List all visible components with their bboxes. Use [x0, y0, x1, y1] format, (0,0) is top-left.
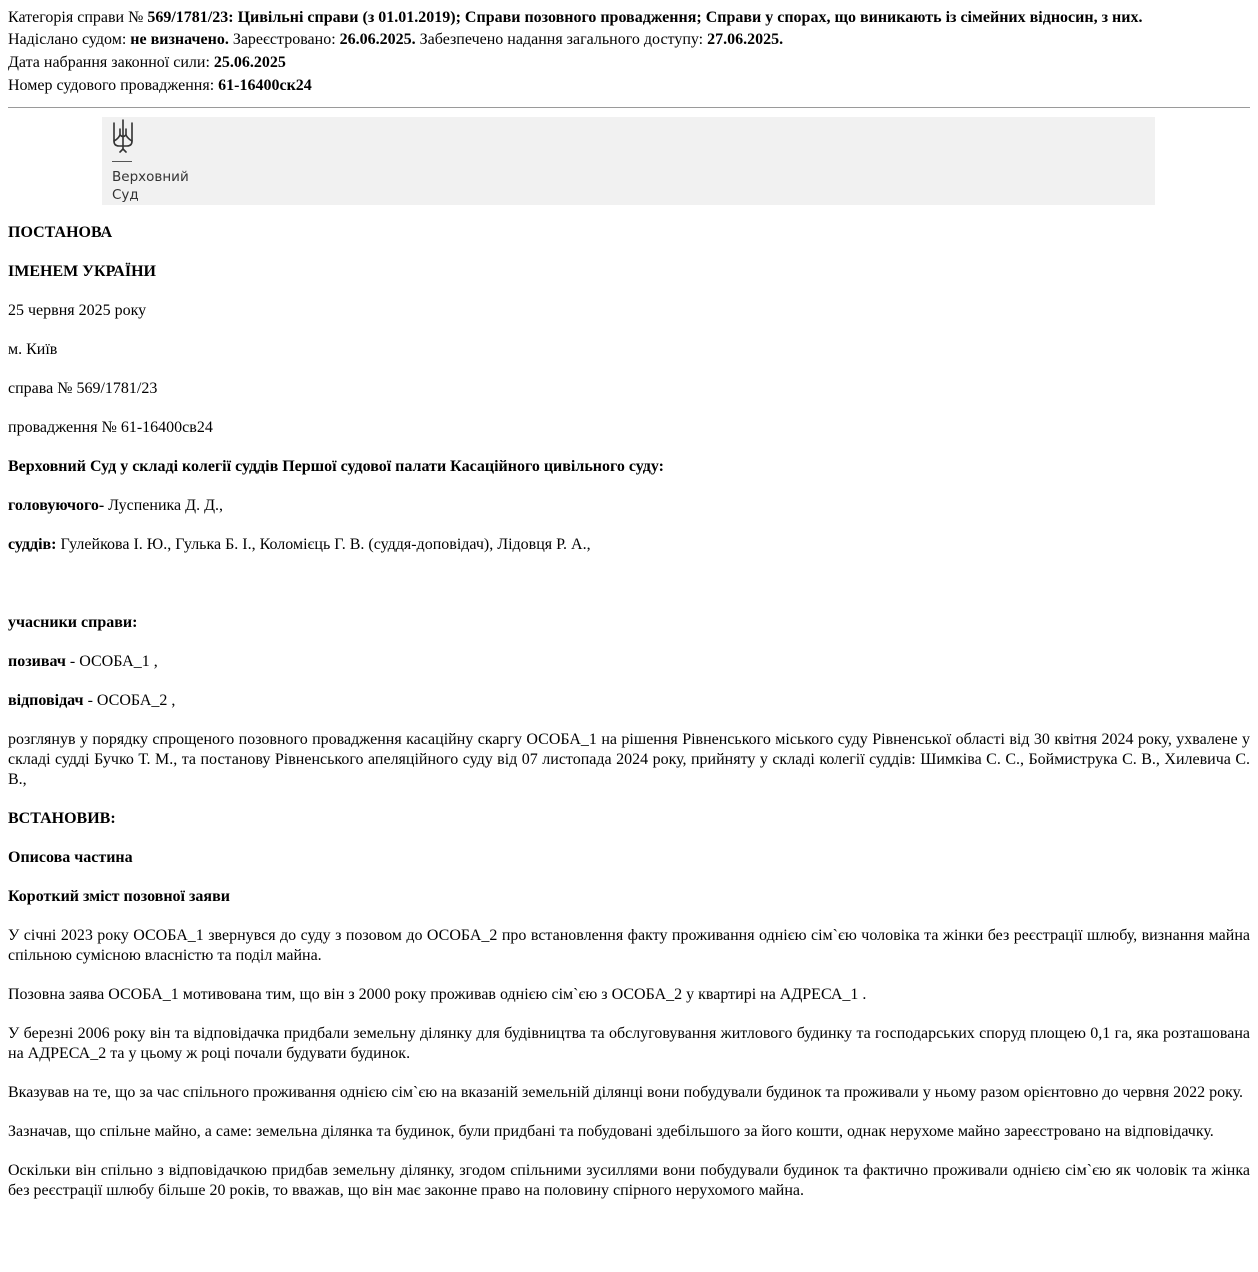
access-label: Забезпечено надання загального доступу:: [415, 31, 708, 48]
registered-label: Зареєстровано:: [228, 31, 340, 48]
paragraph-5: Зазначав, що спільне майно, а саме: земельна ділянка та будинок, були придбані та побудовані здебільшого за його кошти, однак нерухоме майно зареєстровано на відповідачку.: [8, 1123, 1214, 1140]
effective-date: [8, 51, 1250, 74]
effective-value: 25.06.2025: [213, 54, 286, 71]
case-category: [8, 8, 1250, 28]
judges-list: суддів: Гулейкова І. Ю., Гулька Б. І., Коломієць Г. В. (суддя-доповідач), Лідовця Р. А.,: [8, 536, 591, 553]
proceeding-number: [8, 74, 1250, 97]
sent-label: Надіслано судом:: [8, 31, 131, 48]
sent-value: не визначено.: [130, 31, 229, 48]
logo-separator: [112, 161, 132, 162]
proceeding-label: Номер судового провадження:: [8, 77, 219, 94]
court-logo-banner: [102, 117, 1155, 205]
decision-date: 25 червня 2025 року: [8, 302, 147, 319]
proceeding-id: провадження № 61-16400св24: [8, 419, 213, 436]
descriptive-part-heading: Описова частина: [8, 849, 133, 866]
logo-line-1: Верховний: [112, 169, 189, 185]
document-subtitle: ІМЕНЕМ УКРАЇНИ: [8, 263, 156, 280]
proceeding-value: 61-16400ск24: [218, 77, 312, 94]
paragraph-3: У березні 2006 року він та відповідачка придбали земельну ділянку для будівництва та обслуговування житлового будинку та господарських споруд площею 0,1 га, яка розташована на АДРЕСА_2 та у цьому ж році почали будувати будинок.: [8, 1025, 1250, 1062]
logo-line-2: Суд: [112, 187, 139, 203]
paragraph-6: Оскільки він спільно з відповідачкою придбав земельну ділянку, згодом спільними зусиллями вони побудували будинок та фактично проживали однією сім`єю як чоловік та жінка без реєстрації шлюбу більше 20 років, то вважав, що він має законне право на половину спірного нерухомого майна.: [8, 1162, 1250, 1199]
defendant: відповідач - ОСОБА_2 ,: [8, 692, 176, 709]
effective-label: Дата набрання законної сили:: [8, 54, 214, 71]
presiding-judge: головуючого- Луспеника Д. Д.,: [8, 497, 223, 514]
paragraph-1: У січні 2023 року ОСОБА_1 звернувся до суду з позовом до ОСОБА_2 про встановлення факту проживання однією сім`єю чоловіка та жінки без реєстрації шлюбу, визнання майна спільною сумісною власністю та поділ майна.: [8, 927, 1250, 964]
category-label: Категорія справи №: [8, 9, 148, 26]
decision-city: м. Київ: [8, 341, 58, 358]
plaintiff: позивач - ОСОБА_1 ,: [8, 653, 158, 670]
established-heading: ВСТАНОВИВ:: [8, 810, 116, 827]
participants-heading: учасники справи:: [8, 614, 138, 631]
court-name-logo: [112, 168, 189, 204]
category-value: 569/1781/23: Цивільні справи (з 01.01.2019); Справи позовного провадження; Справи у спорах, що виникають із сімейних відносин, з них.: [147, 9, 1143, 26]
case-dates: [8, 28, 1250, 51]
paragraph-2: Позовна заява ОСОБА_1 мотивована тим, що він з 2000 року проживав однією сім`єю з ОСОБА_2 у квартирі на АДРЕСА_1 .: [8, 986, 867, 1003]
case-number: справа № 569/1781/23: [8, 380, 158, 397]
considered-paragraph: розглянув у порядку спрощеного позовного провадження касаційну скаргу ОСОБА_1 на рішення Рівненського міського суду Рівненської області від 30 квітня 2024 року, ухвалене у складі судді Бучко Т. М., та постанову Рівненського апеляційного суду від 07 листопада 2024 року, прийняту у складі колегії суддів: Шимківа С. С., Боймиструка С. В., Хилевича С. В.,: [8, 731, 1250, 788]
claim-summary-heading: Короткий зміст позовної заяви: [8, 888, 230, 905]
paragraph-4: Вказував на те, що за час спільного проживання однією сім`єю на вказаній земельній ділянці вони побудували будинок та проживали у ньому разом орієнтовно до червня 2022 року.: [8, 1084, 1244, 1101]
trident-icon: [112, 119, 134, 153]
access-value: 27.06.2025.: [707, 31, 784, 48]
document-title: ПОСТАНОВА: [8, 224, 113, 241]
divider: [8, 107, 1250, 108]
court-composition: Верховний Суд у складі колегії суддів Першої судової палати Касаційного цивільного суду:: [8, 458, 664, 475]
registered-value: 26.06.2025.: [339, 31, 416, 48]
